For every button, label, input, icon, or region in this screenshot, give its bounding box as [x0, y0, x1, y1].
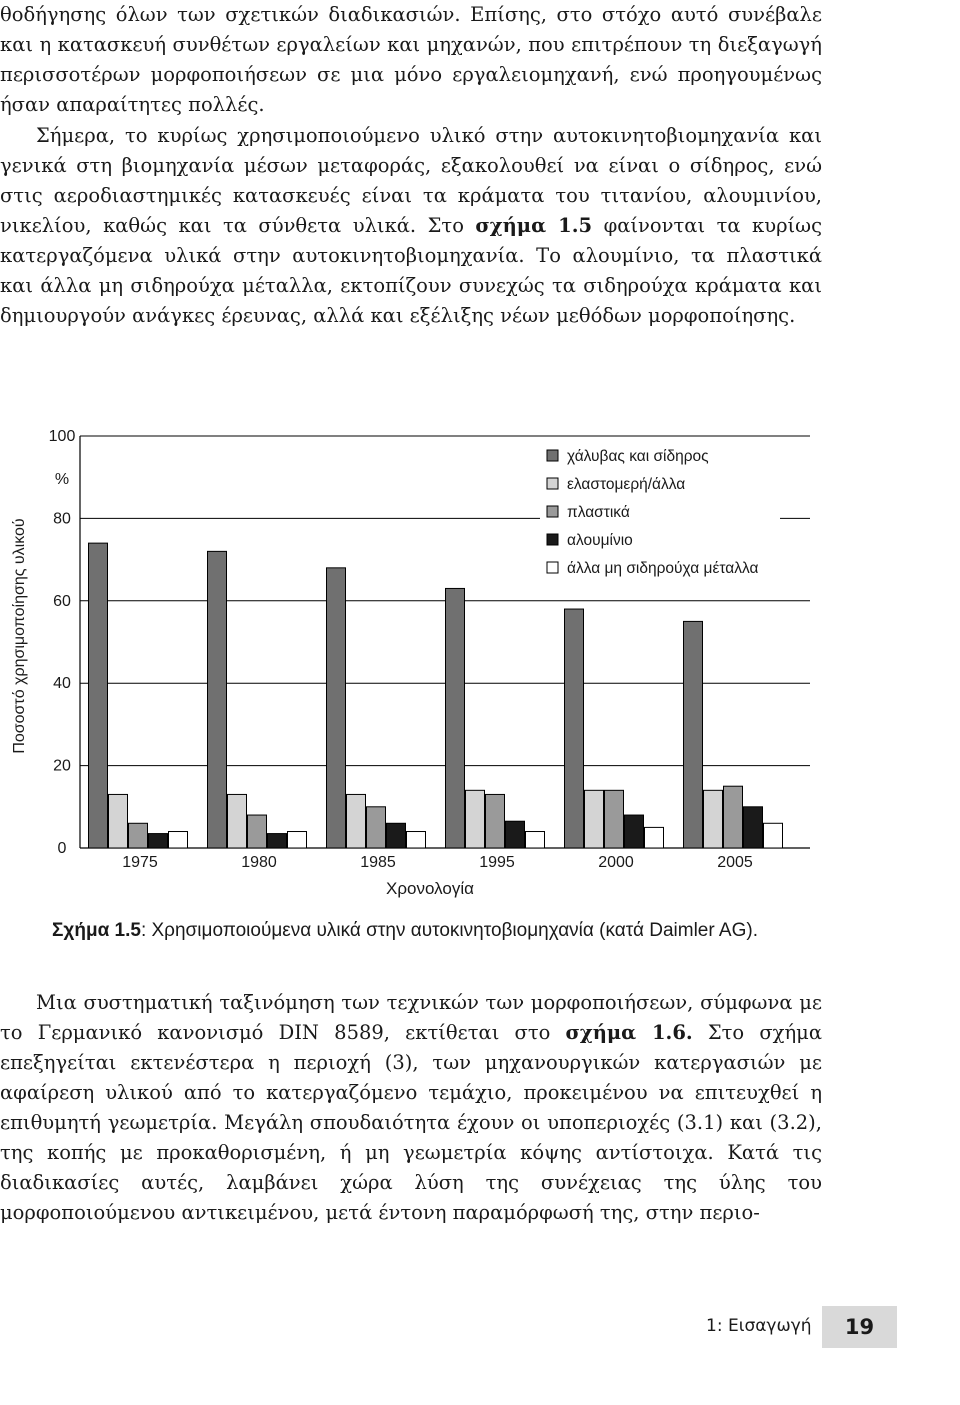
bar: [228, 794, 247, 848]
figure-reference[interactable]: σχήμα 1.6.: [565, 1021, 693, 1044]
y-axis-unit: %: [54, 471, 70, 488]
paragraph-text: Μια συστηματική ταξινόμηση των τεχνικών των μορφοποιήσεων, σύμφωνα με το Γερμανικό κανονισμό DIN 8589, εκτίθεται στο: [0, 991, 822, 1044]
page-number: 19: [822, 1306, 897, 1348]
bar: [625, 815, 644, 848]
chart-legend: [540, 440, 780, 588]
paragraph-text: φαίνονται τα κυρίως κατεργαζόμενα υλικά στην αυτοκινητοβιομηχανία. Το αλουμίνιο, τα πλαστικά και άλλα μη σιδηρούχα μέταλλα, εκτοπίζουν συνεχώς τα σιδηρούχα κράματα και δημιουργούν ανάγκες έρευνας, αλλά και εξέλιξης νέων μεθόδων μορφοποίησης.: [0, 214, 823, 327]
x-axis-label: Χρονολογία: [386, 879, 474, 898]
bar: [506, 821, 525, 848]
x-tick-label: 1985: [360, 854, 396, 871]
bar: [724, 786, 743, 848]
bar: [149, 834, 168, 848]
legend-swatch: [547, 478, 558, 489]
bar: [466, 790, 485, 848]
bar: [89, 543, 108, 848]
bar: [684, 621, 703, 848]
bar: [407, 832, 426, 848]
y-tick-label: 0: [57, 840, 67, 857]
legend-label: ελαστομερή/άλλα: [567, 476, 686, 493]
bar: [565, 609, 584, 848]
y-tick-label: 100: [48, 428, 76, 445]
bar: [169, 832, 188, 848]
y-tick-label: 80: [53, 510, 71, 528]
paragraph-text: Στο σχήμα επεξηγείται εκτενέστερα η περιοχή (3), των μηχανουργικών κατεργασιών με αφαίρεση υλικού από το κατεργαζόμενο τεμάχιο, προκειμένου να επιτευχθεί η επιθυμητή γεωμετρία. Μεγάλη σπουδαιότητα έχουν οι υποπεριοχές (3.1) και (3.2), της κοπής με προκαθορισμένη, ή μη γεωμετρία κόψης αντίστοιχα. Κατά τις διαδικασίες αυτές, λαμβάνει χώρα λύση της συνέχειας της ύλης του μορφοποιούμενου αντικειμένου, μετά έντονη παραμόρφωσή της, στην περιο-: [0, 1021, 822, 1224]
bar: [645, 827, 664, 848]
legend-label: άλλα μη σιδηρούχα μέταλλα: [567, 560, 759, 577]
bar: [208, 551, 227, 848]
legend-label: χάλυβας και σίδηρος: [567, 448, 709, 465]
bar: [347, 794, 366, 848]
bar: [367, 807, 386, 848]
bar: [248, 815, 267, 848]
legend-label: πλαστικά: [567, 504, 630, 521]
paragraph-text: Σήμερα, το κυρίως χρησιμοποιούμενο υλικό στην αυτοκινητοβιομηχανία και γενικά στη βιομηχανία μέσων μεταφοράς, εξακολουθεί να είναι ο σίδηρος, ενώ στις αεροδιαστημικές κατασκευές είναι τα κράματα του τιτανίου, αλουμινίου, νικελίου, καθώς και τα σύνθετα υλικά. Στο: [0, 124, 822, 237]
legend-swatch: [547, 562, 558, 573]
bar: [585, 790, 604, 848]
x-tick-label: 1995: [479, 854, 515, 871]
y-tick-label: 40: [53, 675, 71, 693]
x-tick-label: 1980: [241, 854, 277, 871]
y-axis-label: Ποσοστό χρησιμοποίησης υλικού: [11, 518, 28, 754]
bar: [109, 794, 128, 848]
bar: [764, 823, 783, 848]
paragraph-intro: θοδήγησης όλων των σχετικών διαδικασιών. Επίσης, στο στόχο αυτό συνέβαλε και η κατασκευή συνθέτων εργαλείων και μηχανών, που επιτρέπουν τη διεξαγωγή περισσοτέρων μορφοποιήσεων σε μια μόνο εργαλειομηχανή, ενώ προηγουμένως ήσαν απαραίτητες πολλές.: [0, 3, 822, 116]
x-tick-label: 2000: [598, 854, 634, 871]
figure-reference[interactable]: σχήμα 1.5: [475, 214, 593, 237]
legend-swatch: [547, 506, 558, 517]
bar: [268, 834, 287, 848]
caption-text: : Χρησιμοποιούμενα υλικά στην αυτοκινητοβιομηχανία (κατά Daimler AG).: [140, 920, 758, 941]
x-tick-label: 1975: [122, 854, 158, 871]
bar: [446, 588, 465, 848]
y-tick-label: 20: [53, 757, 71, 775]
y-tick-label: 60: [53, 592, 71, 610]
bar: [704, 790, 723, 848]
bar: [486, 794, 505, 848]
caption-label: Σχήμα 1.5: [52, 920, 141, 941]
bar: [526, 832, 545, 848]
bar: [605, 790, 624, 848]
bar: [744, 807, 763, 848]
x-tick-label: 2005: [717, 854, 753, 871]
chart-bars: [89, 543, 783, 848]
figure-caption: [52, 920, 758, 942]
footer-section-title: 1: Εισαγωγή: [706, 1316, 812, 1336]
bar: [327, 568, 346, 848]
legend-swatch: [547, 534, 558, 545]
bar-chart: [0, 418, 960, 908]
paragraph-materials: [0, 121, 822, 331]
legend-swatch: [547, 450, 558, 461]
paragraph-din8589: [0, 988, 822, 1228]
bar: [288, 832, 307, 848]
bar: [387, 823, 406, 848]
legend-label: αλουμίνιο: [567, 532, 633, 549]
bar: [129, 823, 148, 848]
